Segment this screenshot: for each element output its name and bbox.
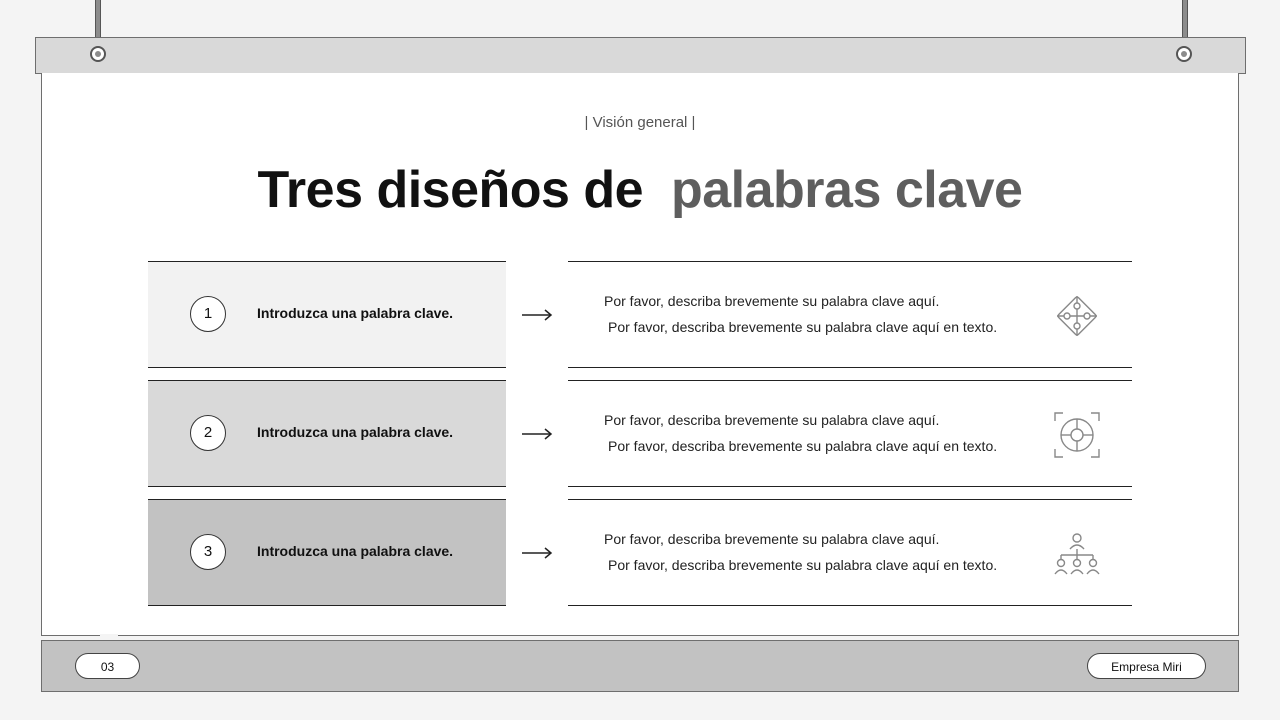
arrow-right-icon: [520, 305, 554, 325]
description-line-2: Por favor, describa brevemente su palabra clave aquí en texto.: [608, 438, 998, 454]
description-row-1: [568, 261, 1132, 368]
description-line-1: Por favor, describa brevemente su palabra clave aquí.: [604, 293, 940, 309]
description-row-3: [568, 499, 1132, 606]
description-row-2: [568, 380, 1132, 487]
footer-bar: [41, 640, 1239, 692]
keyword-text: Introduzca una palabra clave.: [257, 424, 454, 440]
org-chart-icon: [1052, 529, 1102, 579]
slide-title: [0, 160, 1280, 220]
hanging-ring-left: [90, 46, 106, 62]
title-highlight: palabras clave: [670, 161, 1023, 219]
description-line-1: Por favor, describa brevemente su palabra clave aquí.: [604, 412, 940, 428]
top-bar: [35, 37, 1246, 74]
keyword-text: Introduzca una palabra clave.: [257, 543, 454, 559]
keyword-row-3: [148, 499, 506, 606]
keyword-row-1: [148, 261, 506, 368]
arrow-right-icon: [520, 424, 554, 444]
row-number-badge: 2: [190, 415, 226, 451]
section-eyebrow: | Visión general |: [584, 114, 696, 131]
page-number: 03: [75, 653, 140, 679]
row-number-badge: 3: [190, 534, 226, 570]
row-number-badge: 1: [190, 296, 226, 332]
target-icon: [1052, 410, 1102, 460]
description-line-1: Por favor, describa brevemente su palabra clave aquí.: [604, 531, 940, 547]
hanging-ring-right: [1176, 46, 1192, 62]
company-name: Empresa Miri: [1087, 653, 1206, 679]
title-main: Tres diseños de: [257, 161, 644, 219]
keyword-row-2: [148, 380, 506, 487]
arrow-right-icon: [520, 543, 554, 563]
description-line-2: Por favor, describa brevemente su palabra clave aquí en texto.: [608, 557, 998, 573]
keyword-text: Introduzca una palabra clave.: [257, 305, 454, 321]
puzzle-icon: [1052, 291, 1102, 341]
description-line-2: Por favor, describa brevemente su palabra clave aquí en texto.: [608, 319, 998, 335]
